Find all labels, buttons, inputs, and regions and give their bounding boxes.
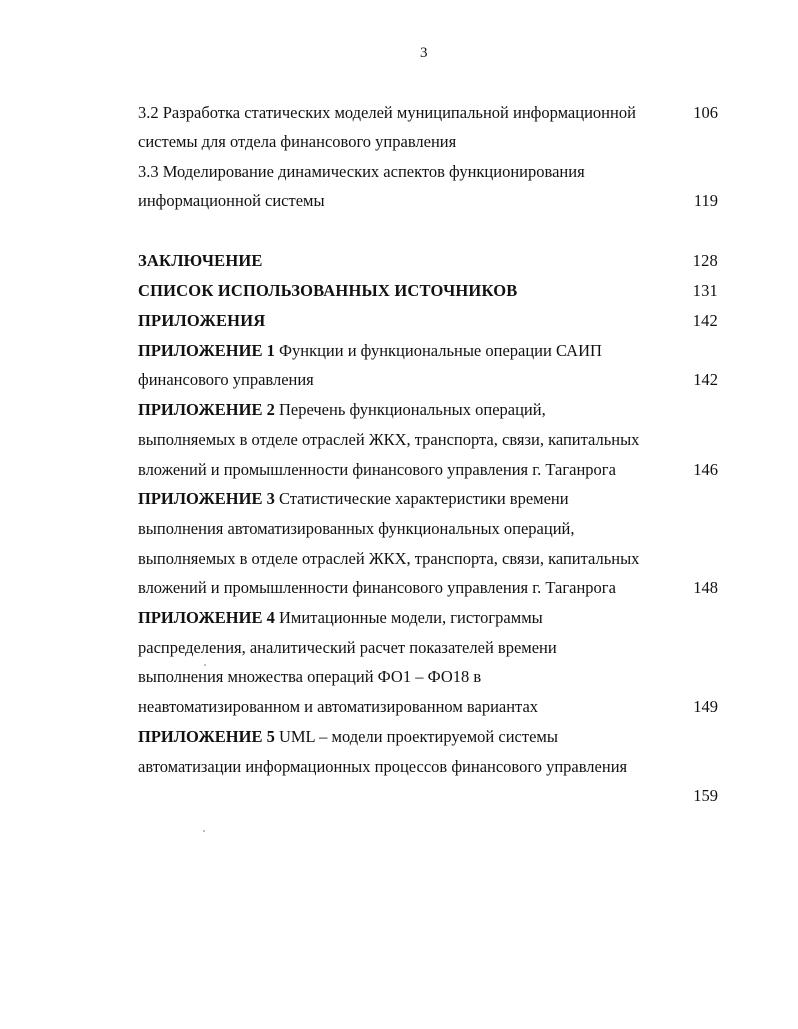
toc-appendix-1-line1 xyxy=(138,340,718,362)
toc-entry-text: выполняемых в отделе отраслей ЖКХ, транспорта, связи, капитальных xyxy=(138,430,640,449)
toc-appendix-2-line1 xyxy=(138,399,718,421)
toc-appendix-2-line2 xyxy=(138,429,718,451)
toc-appendix-3-line4 xyxy=(138,577,718,599)
toc-page-number: 142 xyxy=(693,370,718,389)
toc-page-number: 159 xyxy=(693,786,718,805)
toc-entry-text: Функции и функциональные операции САИП xyxy=(278,341,602,360)
toc-appendix-3-line2 xyxy=(138,518,718,540)
toc-entry-text: распределения, аналитический расчет показателей времени xyxy=(138,638,557,657)
toc-page-number: 148 xyxy=(693,578,718,597)
toc-page-number: 119 xyxy=(693,191,718,210)
toc-entry-text: автоматизации информационных процессов финансового управления xyxy=(138,757,628,776)
toc-entry-text: финансового управления xyxy=(138,370,314,389)
toc-entry-text: UML – модели проектируемой системы xyxy=(278,727,558,746)
appendix-label: ПРИЛОЖЕНИЕ 1 xyxy=(138,341,275,360)
toc-entry-text: Статистические характеристики времени xyxy=(278,489,569,508)
toc-page-number: 106 xyxy=(693,103,718,122)
toc-appendix-4-line3 xyxy=(138,666,718,688)
toc-page-number: 142 xyxy=(692,311,718,330)
toc-entry-3-3-line1 xyxy=(138,161,718,183)
toc-heading: ЗАКЛЮЧЕНИЕ xyxy=(138,251,263,270)
toc-page-number: 146 xyxy=(693,460,718,479)
toc-entry-text: информационной системы xyxy=(138,191,325,210)
toc-appendix-1-line2 xyxy=(138,369,718,391)
appendix-label: ПРИЛОЖЕНИЕ 2 xyxy=(138,400,275,419)
scan-speck xyxy=(204,664,206,666)
toc-page-number: 131 xyxy=(692,281,718,300)
toc-appendices xyxy=(138,310,718,332)
toc-entry-text: 3.2 Разработка статических моделей муниципальной информационной xyxy=(138,103,636,122)
toc-entry-text: Перечень функциональных операций, xyxy=(278,400,546,419)
toc-appendix-3-line1 xyxy=(138,488,718,510)
toc-page-number: 128 xyxy=(692,251,718,270)
toc-entry-text: вложений и промышленности финансового управления г. Таганрога xyxy=(138,578,616,597)
toc-appendix-4-line2 xyxy=(138,637,718,659)
appendix-label: ПРИЛОЖЕНИЕ 4 xyxy=(138,608,275,627)
toc-heading: СПИСОК ИСПОЛЬЗОВАННЫХ ИСТОЧНИКОВ xyxy=(138,281,518,300)
toc-conclusion xyxy=(138,250,718,272)
toc-page-number: 149 xyxy=(693,697,718,716)
toc-entry-text: Имитационные модели, гистограммы xyxy=(278,608,543,627)
toc-entry-3-2-line1 xyxy=(138,102,718,124)
toc-appendix-4-line1 xyxy=(138,607,718,629)
toc-sources xyxy=(138,280,718,302)
toc-entry-text: выполнения автоматизированных функциональных операций, xyxy=(138,519,575,538)
toc-heading: ПРИЛОЖЕНИЯ xyxy=(138,311,266,330)
page-number: 3 xyxy=(420,45,428,61)
toc-appendix-5-line1 xyxy=(138,726,718,748)
toc-entry-text: выполняемых в отделе отраслей ЖКХ, транспорта, связи, капитальных xyxy=(138,549,640,568)
appendix-label: ПРИЛОЖЕНИЕ 3 xyxy=(138,489,275,508)
scan-speck xyxy=(203,830,205,832)
toc-appendix-4-line4 xyxy=(138,696,718,718)
toc-entry-3-2-line2 xyxy=(138,131,718,153)
toc-entry-text: выполнения множества операций ФО1 – ФО18 в xyxy=(138,667,482,686)
toc-entry-text: системы для отдела финансового управления xyxy=(138,132,457,151)
toc-appendix-5-line2 xyxy=(138,756,718,778)
toc-appendix-2-line3 xyxy=(138,459,718,481)
toc-entry-text: неавтоматизированном и автоматизированном вариантах xyxy=(138,697,539,716)
toc-entry-3-3-line2 xyxy=(138,190,718,212)
appendix-label: ПРИЛОЖЕНИЕ 5 xyxy=(138,727,275,746)
toc-appendix-3-line3 xyxy=(138,548,718,570)
toc-entry-text: 3.3 Моделирование динамических аспектов функционирования xyxy=(138,162,585,181)
toc-entry-text: вложений и промышленности финансового управления г. Таганрога xyxy=(138,460,616,479)
